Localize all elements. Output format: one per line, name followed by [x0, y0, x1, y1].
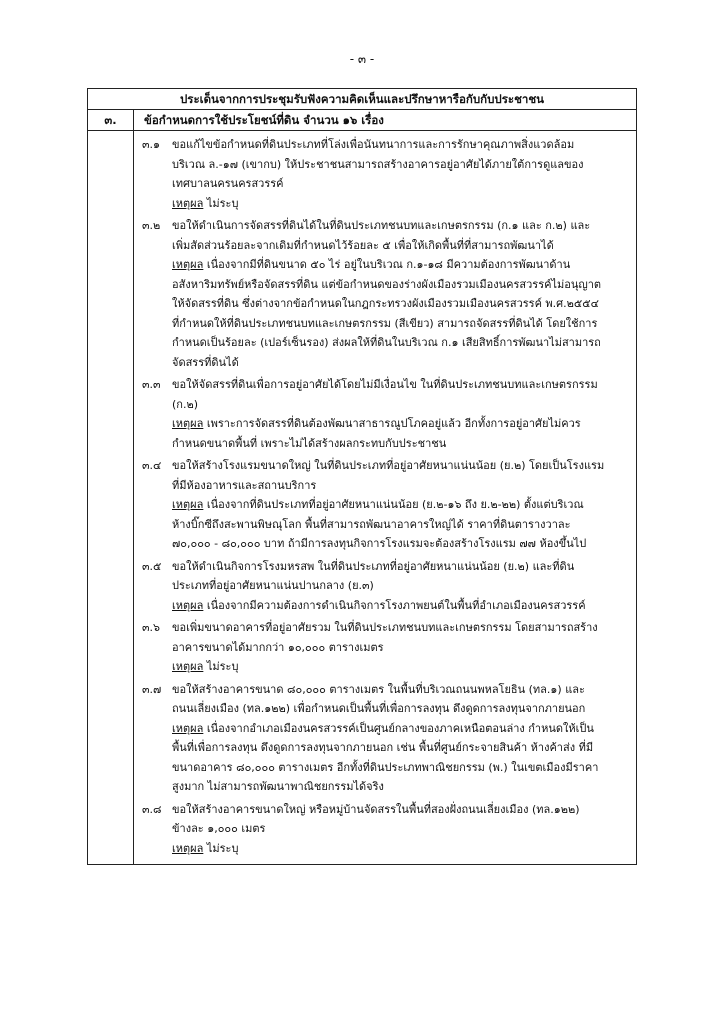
item-text-line: ขอให้ดำเนินการจัดสรรที่ดินได้ในที่ดินประเภทชนบทและเกษตรกรรม (ก.๑ และ ก.๒) และ	[172, 219, 591, 232]
item-body	[172, 375, 626, 453]
item-number: ๓.๑	[142, 138, 160, 151]
reason-text: ไม่ระบุ	[203, 841, 239, 855]
reason-line	[172, 255, 626, 275]
reason-text-line: กำหนดเป็นร้อยละ (เปอร์เซ็นรอง) ส่งผลให้ที่ดินในบริเวณ ก.๑ เสียสิทธิ์การพัฒนาไม่สามารถ	[172, 336, 601, 349]
reason-text: เนื่องจากมีที่ดินขนาด ๕๐ ไร่ อยู่ในบริเวณ ก.๑-๑๘ มีความต้องการพัฒนาด้าน	[203, 258, 571, 271]
item-body	[172, 680, 626, 797]
reason-text-line: สูงมาก ไม่สามารถพัฒนาพาณิชยกรรมได้จริง	[172, 780, 384, 793]
reason-text: เพราะการจัดสรรที่ดินต้องพัฒนาสาธารณูปโภคอยู่แล้ว อีกทั้งการอยู่อาศัยไม่ควร	[203, 417, 581, 430]
item-text-line: ขอให้สร้างอาคารขนาดใหญ่ หรือหมู่บ้านจัดสรรในพื้นที่สองฝั่งถนนเลี่ยงเมือง (ทล.๑๒๒)	[172, 802, 580, 816]
reason-text: เนื่องจากมีความต้องการดำเนินกิจการโรงภาพยนต์ในพื้นที่อำเภอเมืองนครสวรรค์	[203, 598, 586, 612]
item-text-line: ถนนเลี่ยงเมือง (ทล.๑๒๒) เพื่อกำหนดเป็นพื้นที่เพื่อการลงทุน ดึงดูดการลงทุนจากภายนอก	[172, 702, 586, 715]
list-item	[142, 216, 626, 372]
reason-text-line: ที่กำหนดให้ที่ดินประเภทชนบทและเกษตรกรรม (สีเขียว) สามารถจัดสรรที่ดินได้ โดยใช้การ	[172, 316, 598, 330]
reason-text-line: ๗๐,๐๐๐ - ๘๐,๐๐๐ บาท ถ้ามีการลงทุนกิจการโรงแรมจะต้องสร้างโรงแรม ๗๗ ห้องขึ้นไป	[172, 537, 587, 550]
item-text-line: ข้างละ ๑,๐๐๐ เมตร	[172, 822, 266, 835]
item-text-line: (ก.๒)	[172, 397, 198, 411]
section-number: ๓.	[88, 110, 134, 131]
reason-text: ไม่ระบุ	[203, 196, 239, 210]
list-item	[142, 135, 626, 213]
reason-label: เหตุผล	[172, 196, 204, 210]
reason-label: เหตุผล	[172, 721, 204, 735]
section-title: ข้อกำหนดการใช้ประโยชน์ที่ดิน จำนวน ๑๖ เรื่อง	[134, 110, 637, 131]
reason-line	[172, 194, 626, 214]
reason-label: เหตุผล	[172, 660, 204, 673]
item-text-line: บริเวณ ล.-๑๗ (เขากบ) ให้ประชาชนสามารถสร้างอาคารอยู่อาศัยได้ภายใต้การดูแลของ	[172, 157, 584, 171]
item-number: ๓.๖	[142, 621, 160, 634]
reason-line	[172, 495, 626, 515]
item-text-line: ขอให้สร้างอาคารขนาด ๘๐,๐๐๐ ตารางเมตร ในพื้นที่บริเวณถนนพหลโยธิน (ทล.๑) และ	[172, 682, 585, 696]
item-text-line: เทศบาลนครนครสวรรค์	[172, 177, 284, 190]
reason-text: เนื่องจากอำเภอเมืองนครสวรรค์เป็นศูนย์กลางของภาคเหนือตอนล่าง กำหนดให้เป็น	[203, 721, 594, 735]
item-text-line: อาคารขนาดได้มากกว่า ๑๐,๐๐๐ ตารางเมตร	[172, 640, 384, 654]
list-item	[142, 557, 626, 616]
item-body	[172, 456, 626, 554]
item-text-line: ประเภทที่อยู่อาศัยหนาแน่นปานกลาง (ย.๓)	[172, 579, 374, 592]
item-text-line: ที่มีห้องอาหารและสถานบริการ	[172, 478, 317, 492]
item-text-line: ขอให้จัดสรรที่ดินเพื่อการอยู่อาศัยได้โดยไม่มีเงื่อนไข ในที่ดินประเภทชนบทและเกษตรกรรม	[172, 378, 598, 391]
reason-label: เหตุผล	[172, 841, 204, 855]
item-number: ๓.๒	[142, 219, 161, 232]
reason-text: เนื่องจากที่ดินประเภทที่อยู่อาศัยหนาแน่นน้อย (ย.๒-๑๖ ถึง ย.๒-๒๒) ตั้งแต่บริเวณ	[203, 498, 584, 511]
reason-line	[172, 414, 626, 434]
reason-line	[172, 657, 626, 677]
reason-line	[172, 596, 626, 616]
list-item	[142, 618, 626, 677]
list-item	[142, 680, 626, 797]
item-body	[172, 618, 626, 677]
reason-label: เหตุผล	[172, 498, 204, 511]
reason-text-line: จัดสรรที่ดินได้	[172, 355, 239, 369]
reason-label: เหตุผล	[172, 258, 204, 271]
item-body	[172, 800, 626, 859]
reason-text-line: กำหนดขนาดพื้นที่ เพราะไม่ได้สร้างผลกระทบกับประชาชน	[172, 436, 447, 450]
reason-text-line: พื้นที่เพื่อการลงทุน ดึงดูดการลงทุนจากภายนอก เช่น พื้นที่ศูนย์กระจายสินค้า ห้างค้าส่ง ที่มี	[172, 741, 594, 754]
reason-label: เหตุผล	[172, 417, 204, 430]
reason-text: ไม่ระบุ	[203, 660, 239, 673]
item-body	[172, 216, 626, 372]
table-header: ประเด็นจากการประชุมรับฟังความคิดเห็นและปรึกษาหารือกับกับประชาชน	[88, 89, 637, 110]
reason-text-line: ห้างบิ๊กซีถึงสะพานพิษณุโลก พื้นที่สามารถพัฒนาอาคารใหญ่ได้ ราคาที่ดินตารางวาละ	[172, 517, 571, 531]
item-text-line: ขอแก้ไขข้อกำหนดที่ดินประเภทที่โล่งเพื่อนันทนาการและการรักษาคุณภาพสิ่งแวดล้อม	[172, 138, 575, 151]
item-text-line: ขอเพิ่มขนาดอาคารที่อยู่อาศัยรวม ในที่ดินประเภทชนบทและเกษตรกรรม โดยสามารถสร้าง	[172, 621, 598, 634]
item-number: ๓.๕	[142, 559, 162, 573]
item-body	[172, 135, 626, 213]
item-number: ๓.๗	[142, 682, 162, 696]
item-number: ๓.๓	[142, 378, 161, 391]
list-item	[142, 375, 626, 453]
number-column-cell	[88, 131, 134, 865]
reason-text-line: ขนาดอาคาร ๘๐,๐๐๐ ตารางเมตร อีกทั้งที่ดินประเภทพาณิชยกรรม (พ.) ในเขตเมืองมีราคา	[172, 760, 599, 774]
item-body	[172, 557, 626, 616]
reason-line	[172, 719, 626, 739]
consultation-table	[87, 88, 637, 865]
reason-text-line: ให้จัดสรรที่ดิน ซึ่งต่างจากข้อกำหนดในกฎกระทรวงผังเมืองรวมเมืองนครสวรรค์ พ.ศ.๒๕๕๔	[172, 297, 599, 310]
item-number: ๓.๔	[142, 459, 162, 472]
reason-line	[172, 839, 626, 859]
item-text-line: ขอให้ดำเนินกิจการโรงมหรสพ ในที่ดินประเภทที่อยู่อาศัยหนาแน่นน้อย (ย.๒) และที่ดิน	[172, 559, 575, 573]
item-text-line: เพิ่มสัดส่วนร้อยละจากเดิมที่กำหนดไว้ร้อยละ ๕ เพื่อให้เกิดพื้นที่ที่สามารถพัฒนาได้	[172, 238, 554, 252]
page-number: - ๓ -	[349, 52, 375, 66]
list-item	[142, 800, 626, 859]
list-item	[142, 456, 626, 554]
reason-text-line: อสังหาริมทรัพย์หรือจัดสรรที่ดิน แต่ข้อกำหนดของร่างผังเมืองรวมเมืองนครสวรรค์ไม่อนุญาต	[172, 277, 602, 291]
reason-label: เหตุผล	[172, 598, 204, 612]
item-text-line: ขอให้สร้างโรงแรมขนาดใหญ่ ในที่ดินประเภทที่อยู่อาศัยหนาแน่นน้อย (ย.๒) โดยเป็นโรงแรม	[172, 459, 605, 472]
item-number: ๓.๘	[142, 802, 162, 816]
items-list	[142, 135, 626, 858]
items-cell	[134, 131, 637, 865]
